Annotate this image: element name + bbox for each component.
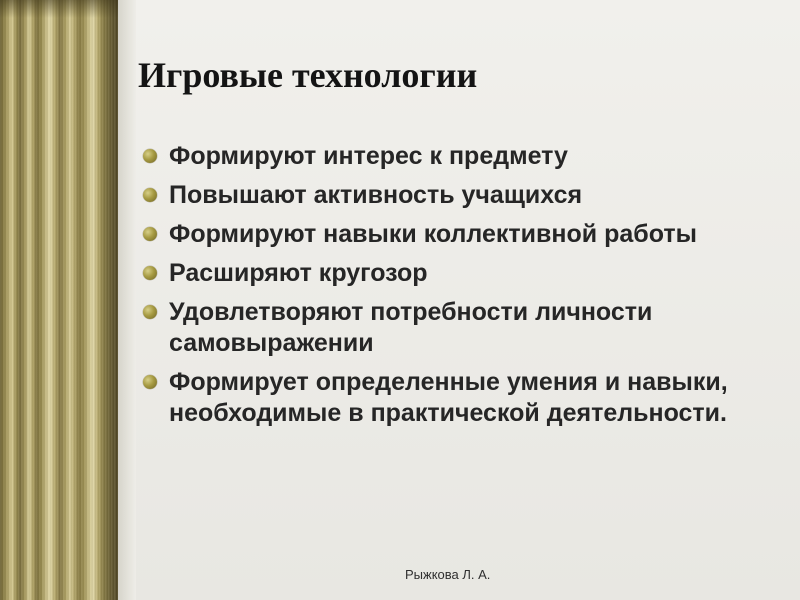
gold-pillar-decoration <box>0 0 118 600</box>
bullet-text: Формирует определенные умения и навыки, необходимые в практической деятельности. <box>169 368 728 427</box>
bullet-item <box>138 180 758 211</box>
bullet-text: Удовлетворяют потребности личности самовыражении <box>169 298 653 357</box>
pillar-shadow <box>118 0 136 600</box>
bullet-text: Повышают активность учащихся <box>169 181 583 209</box>
bullet-item <box>138 367 758 429</box>
slide-title: Игровые технологии <box>138 55 478 95</box>
bullet-icon <box>143 227 157 241</box>
bullet-item <box>138 141 758 172</box>
bullet-text: Расширяют кругозор <box>169 259 428 287</box>
bullet-text: Формируют навыки коллективной работы <box>169 220 697 248</box>
bullet-icon <box>143 305 157 319</box>
bullet-text: Формируют интерес к предмету <box>169 142 568 170</box>
bullet-icon <box>143 188 157 202</box>
bullet-icon <box>143 266 157 280</box>
pillar-shadow-top <box>0 0 118 18</box>
bullet-item <box>138 258 758 289</box>
bullet-list <box>138 141 758 437</box>
bullet-icon <box>143 149 157 163</box>
bullet-item <box>138 297 758 359</box>
author-footer: Рыжкова Л. А. <box>405 567 491 582</box>
bullet-icon <box>143 375 157 389</box>
bullet-item <box>138 219 758 250</box>
